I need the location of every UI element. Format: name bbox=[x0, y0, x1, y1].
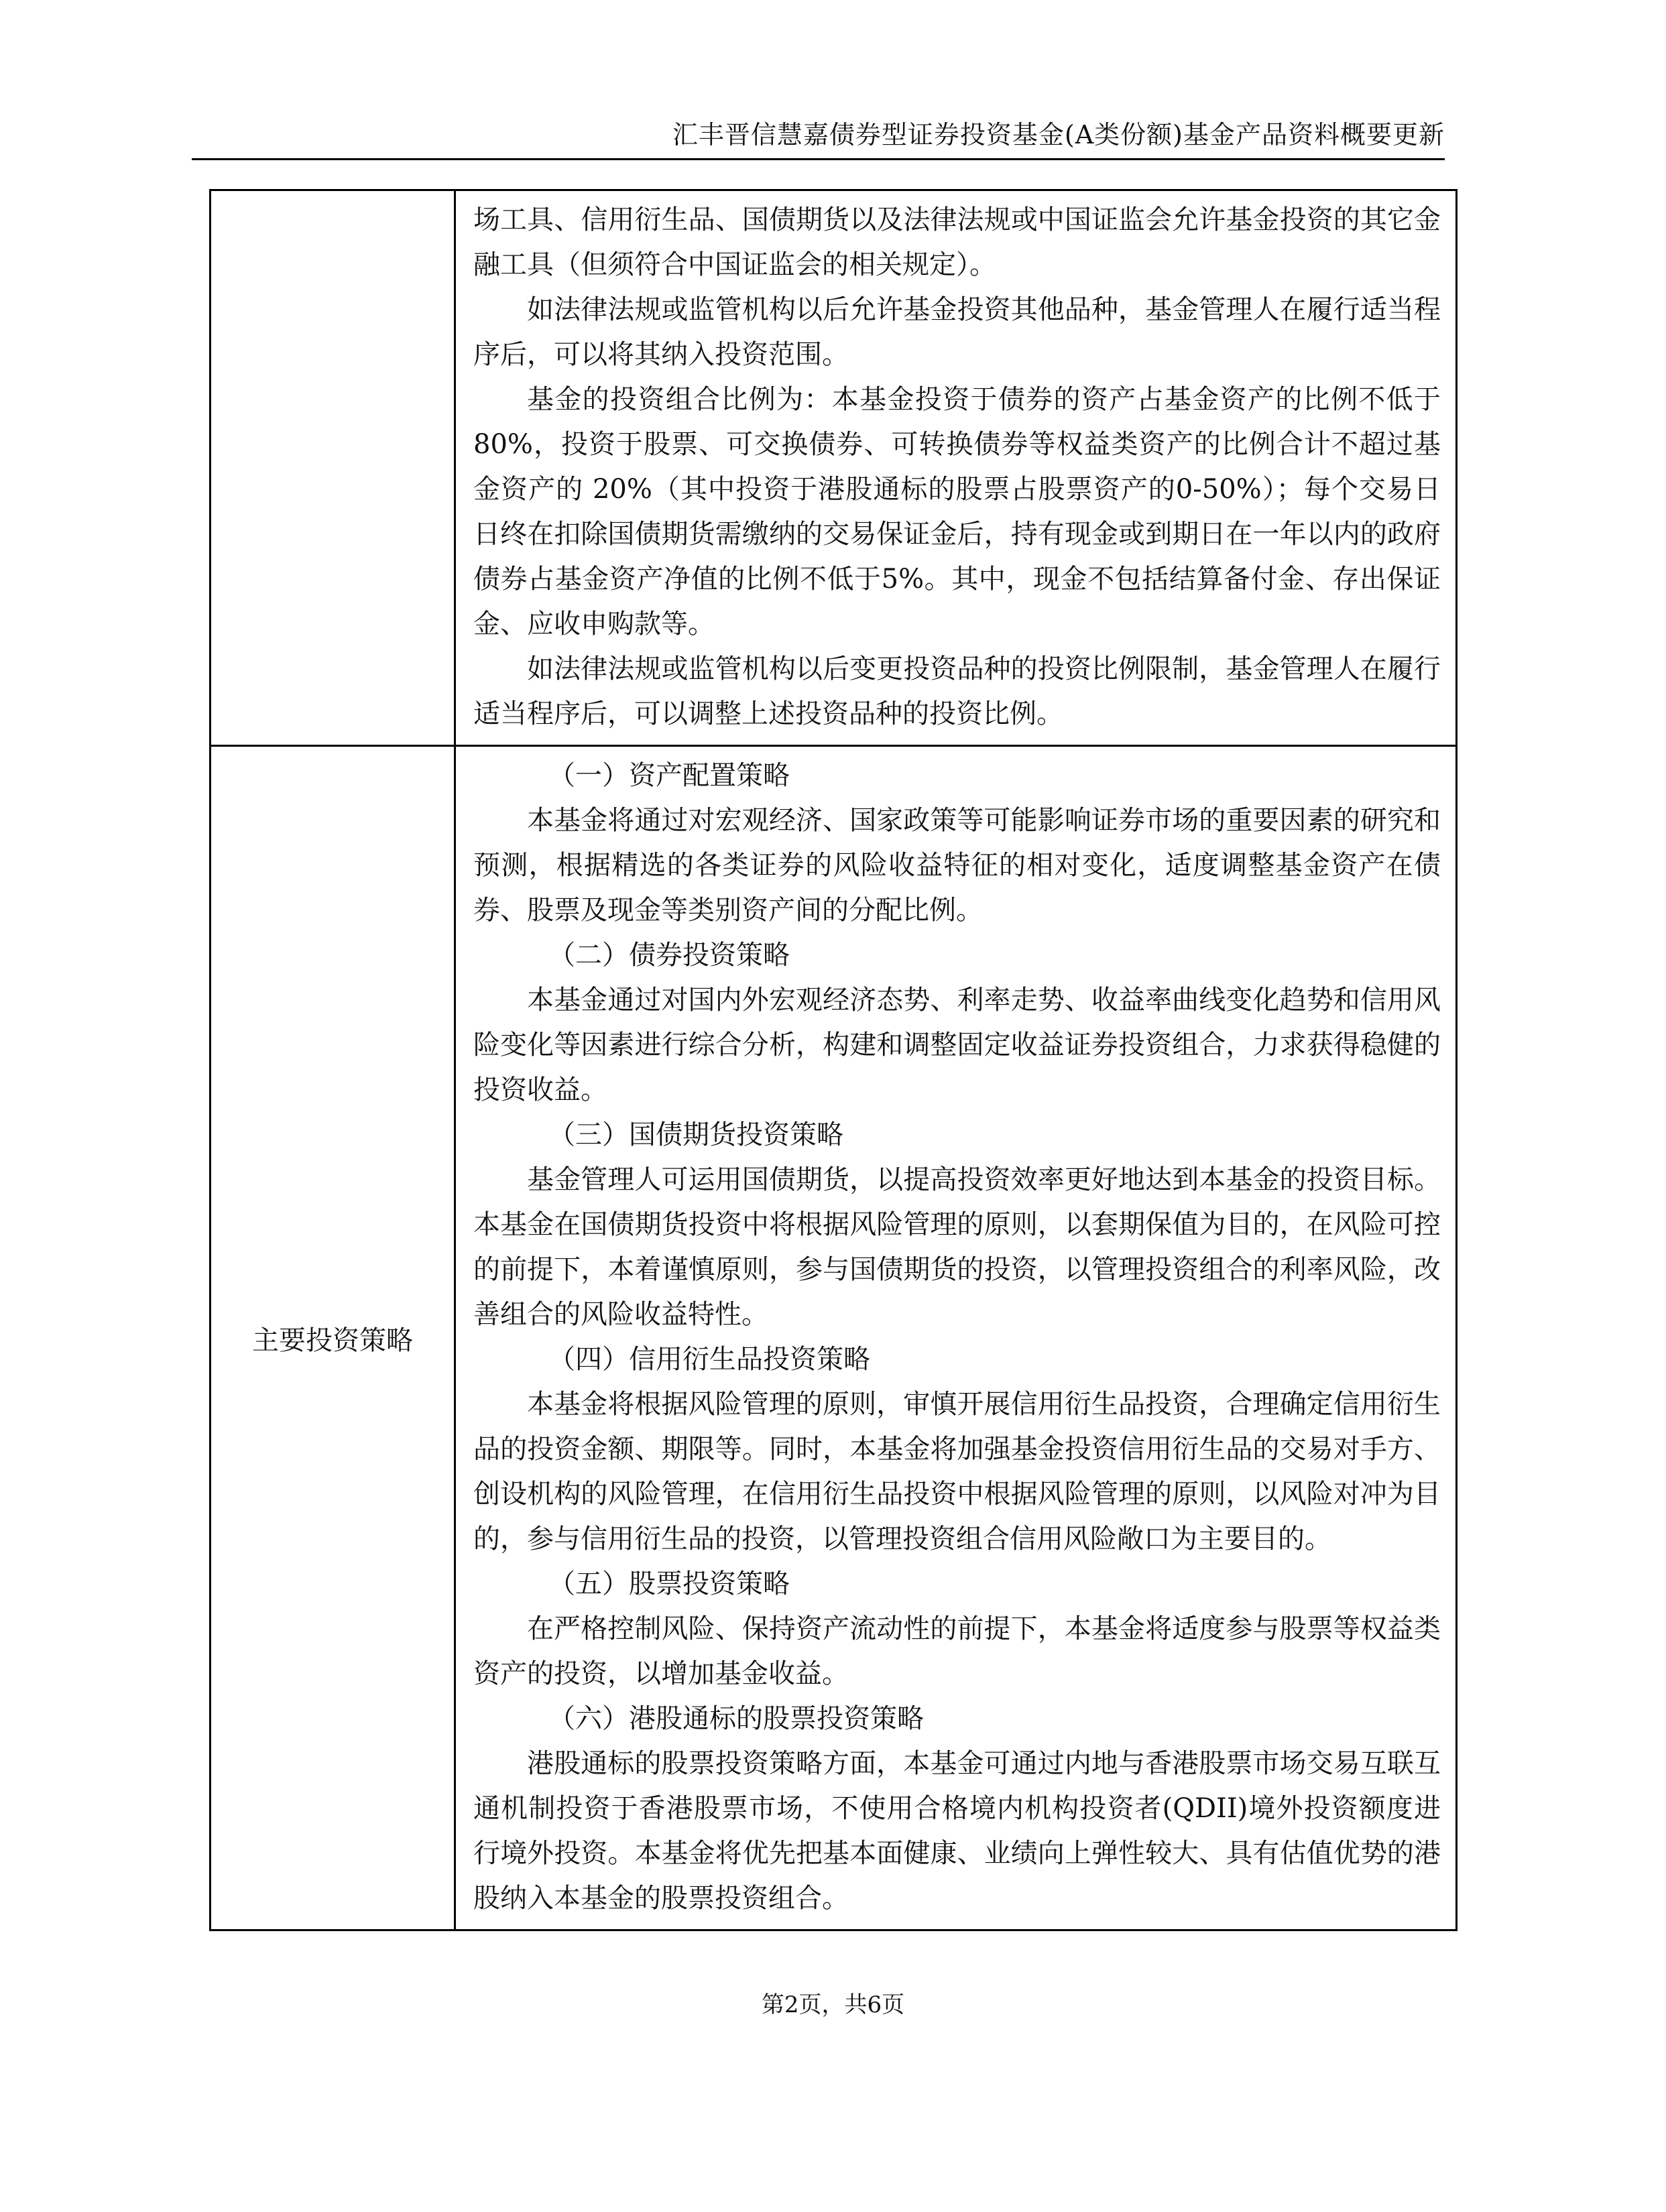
strategy-body-hk-connect: 港股通标的股票投资策略方面，本基金可通过内地与香港股票市场交易互联互通机制投资于香港股票市场，不使用合格境内机构投资者(QDII)境外投资额度进行境外投资。本基金将优先把基本面健康、业绩向上弹性较大、具有估值优势的港股纳入本基金的股票投资组合。 bbox=[473, 1748, 1441, 1914]
fund-info-table bbox=[209, 189, 1457, 1931]
row-label-empty bbox=[211, 190, 455, 746]
strategy-body-treasury-futures: 基金管理人可运用国债期货，以提高投资效率更好地达到本基金的投资目标。本基金在国债期货投资中将根据风险管理的原则，以套期保值为目的，在风险可控的前提下，本着谨慎原则，参与国债期货的投资，以管理投资组合的利率风险，改善组合的风险收益特性。 bbox=[473, 1164, 1441, 1330]
strategy-body-bond: 本基金通过对国内外宏观经济态势、利率走势、收益率曲线变化趋势和信用风险变化等因素进行综合分析，构建和调整固定收益证券投资组合，力求获得稳健的投资收益。 bbox=[473, 985, 1441, 1105]
strategy-heading-asset-allocation: （一）资产配置策略 bbox=[548, 760, 790, 791]
strategy-heading-stock: （五）股票投资策略 bbox=[548, 1569, 790, 1599]
main-strategy-label: 主要投资策略 bbox=[211, 746, 455, 1930]
table-row-main-strategy bbox=[211, 746, 1457, 1930]
main-strategy-content bbox=[455, 746, 1457, 1930]
strategy-body-credit-derivatives: 本基金将根据风险管理的原则，审慎开展信用衍生品投资，合理确定信用衍生品的投资金额、期限等。同时，本基金将加强基金投资信用衍生品的交易对手方、创设机构的风险管理，在信用衍生品投资中根据风险管理的原则，以风险对冲为目的，参与信用衍生品的投资，以管理投资组合信用风险敞口为主要目的。 bbox=[473, 1389, 1441, 1554]
table-row-investment-scope bbox=[211, 190, 1457, 746]
scope-paragraph-1: 场工具、信用衍生品、国债期货以及法律法规或中国证监会允许基金投资的其它金融工具（但须符合中国证监会的相关规定）。 bbox=[473, 204, 1441, 280]
strategy-heading-bond: （二）债券投资策略 bbox=[548, 940, 790, 971]
strategy-heading-treasury-futures: （三）国债期货投资策略 bbox=[548, 1119, 843, 1150]
scope-paragraph-2: 如法律法规或监管机构以后允许基金投资其他品种，基金管理人在履行适当程序后，可以将其纳入投资范围。 bbox=[473, 294, 1441, 370]
strategy-heading-hk-connect: （六）港股通标的股票投资策略 bbox=[548, 1703, 924, 1734]
scope-paragraph-3: 基金的投资组合比例为：本基金投资于债券的资产占基金资产的比例不低于80%，投资于股票、可交换债券、可转换债券等权益类资产的比例合计不超过基金资产的 20%（其中投资于港股通标的股票占股票资产的0-50%）；每个交易日日终在扣除国债期货需缴纳的交易保证金后，持有现金或到期日在一年以内的政府债券占基金资产净值的比例不低于5%。其中，现金不包括结算备付金、存出保证金、应收申购款等。 bbox=[473, 384, 1441, 639]
strategy-heading-credit-derivatives: （四）信用衍生品投资策略 bbox=[548, 1344, 870, 1375]
investment-scope-content bbox=[455, 190, 1457, 746]
page-number: 第2页，共6页 bbox=[761, 1991, 905, 2018]
strategy-body-asset-allocation: 本基金将通过对宏观经济、国家政策等可能影响证券市场的重要因素的研究和预测，根据精选的各类证券的风险收益特征的相对变化，适度调整基金资产在债券、股票及现金等类别资产间的分配比例。 bbox=[473, 805, 1441, 926]
scope-paragraph-4: 如法律法规或监管机构以后变更投资品种的投资比例限制，基金管理人在履行适当程序后，可以调整上述投资品种的投资比例。 bbox=[473, 654, 1441, 729]
document-header-title: 汇丰晋信慧嘉债券型证券投资基金(A类份额)基金产品资料概要更新 bbox=[672, 120, 1445, 149]
strategy-body-stock: 在严格控制风险、保持资产流动性的前提下，本基金将适度参与股票等权益类资产的投资，以增加基金收益。 bbox=[473, 1613, 1441, 1689]
header-divider bbox=[192, 158, 1445, 160]
